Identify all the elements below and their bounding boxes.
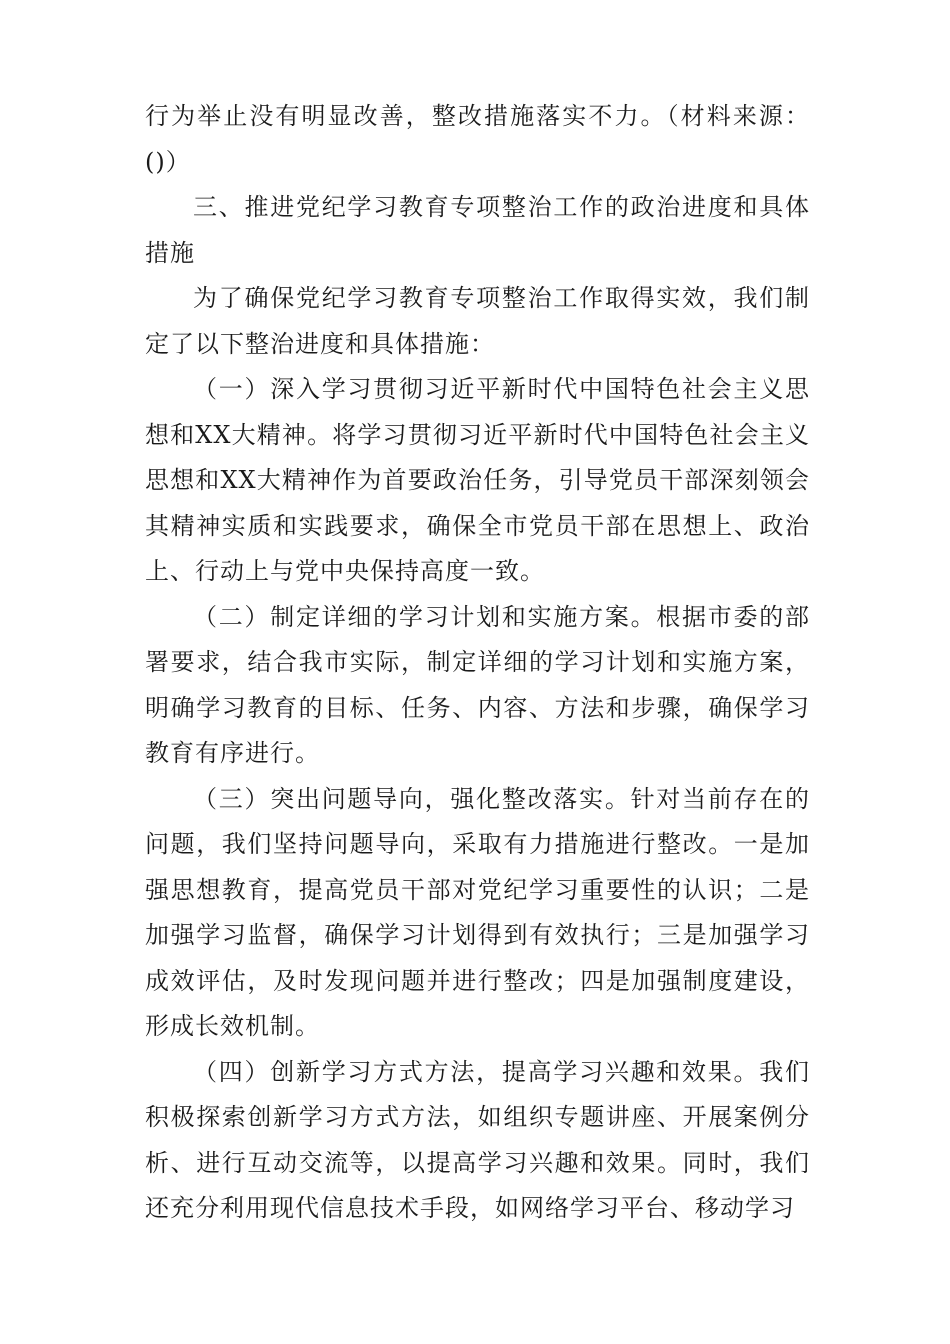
paragraph-continuation: 行为举止没有明显改善，整改措施落实不力。（材料来源：()）: [145, 102, 810, 176]
paragraph-item-three: （三）突出问题导向，强化整改落实。针对当前存在的问题，我们坚持问题导向，采取有力措施进行整改。一是加强思想教育，提高党员干部对党纪学习重要性的认识；二是加强学习监督，确保学习计划得到有效执行；三是加强学习成效评估，及时发现问题并进行整改；四是加强制度建设，形成长效机制。: [145, 784, 810, 1040]
section-heading-three: 三、推进党纪学习教育专项整治工作的政治进度和具体措施: [145, 193, 810, 267]
paragraph-intro: 为了确保党纪学习教育专项整治工作取得实效，我们制定了以下整治进度和具体措施：: [145, 284, 810, 358]
paragraph-item-one: （一）深入学习贯彻习近平新时代中国特色社会主义思想和XX大精神。将学习贯彻习近平新时代中国特色社会主义思想和XX大精神作为首要政治任务，引导党员干部深刻领会其精神实质和实践要求，确保全市党员干部在思想上、政治上、行动上与党中央保持高度一致。: [145, 375, 810, 585]
paragraph-item-two: （二）制定详细的学习计划和实施方案。根据市委的部署要求，结合我市实际，制定详细的学习计划和实施方案，明确学习教育的目标、任务、内容、方法和步骤，确保学习教育有序进行。: [145, 602, 810, 767]
paragraph-item-four: （四）创新学习方式方法，提高学习兴趣和效果。我们积极探索创新学习方式方法，如组织专题讲座、开展案例分析、进行互动交流等，以提高学习兴趣和效果。同时，我们还充分利用现代信息技术手段，如网络学习平台、移动学习: [145, 1057, 810, 1222]
document-body: [145, 94, 810, 1232]
